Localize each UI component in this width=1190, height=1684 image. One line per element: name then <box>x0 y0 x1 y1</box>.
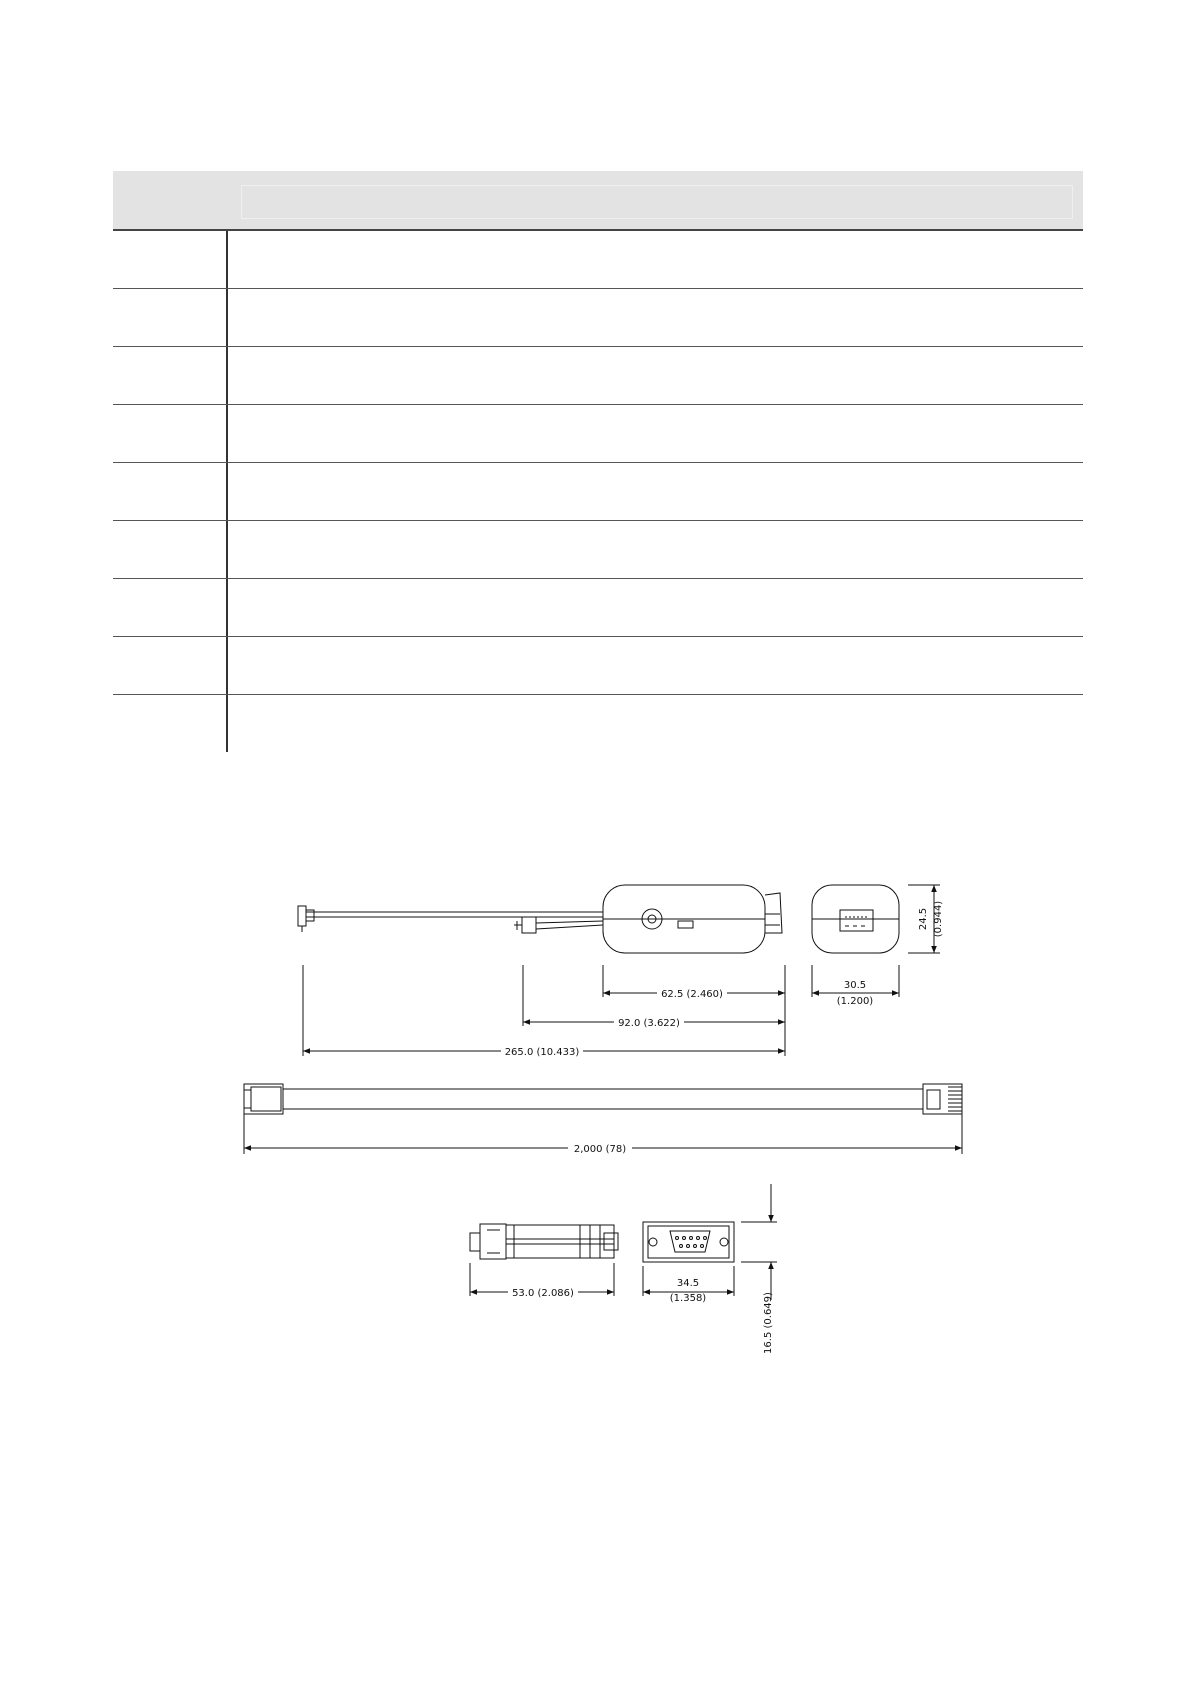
row-key <box>113 695 226 753</box>
table-row <box>113 521 1083 579</box>
table-row <box>113 347 1083 405</box>
header-key-cell <box>113 171 226 229</box>
db9-side-view <box>470 1224 618 1259</box>
db9-front-view <box>643 1222 734 1262</box>
row-value <box>231 231 1083 288</box>
row-value <box>231 521 1083 578</box>
row-key <box>113 289 226 346</box>
table-row <box>113 579 1083 637</box>
row-value <box>231 405 1083 462</box>
row-key <box>113 405 226 462</box>
dim-db9-width: 34.5 <box>676 1278 700 1289</box>
table-row <box>113 231 1083 289</box>
table-row <box>113 637 1083 695</box>
table-row <box>113 463 1083 521</box>
dimension-drawing <box>0 860 1190 1380</box>
row-value <box>231 289 1083 346</box>
module-side-view <box>298 885 782 953</box>
table-header <box>113 171 1083 231</box>
row-key <box>113 347 226 404</box>
table-row <box>113 289 1083 347</box>
row-key <box>113 579 226 636</box>
row-value <box>231 347 1083 404</box>
dim-total-cable: 265.0 (10.433) <box>504 1047 580 1058</box>
row-value <box>231 579 1083 636</box>
row-key <box>113 637 226 694</box>
table-row <box>113 695 1083 753</box>
dim-module-height-in: (0.944) <box>933 900 944 938</box>
spec-table <box>113 171 1083 753</box>
dim-db9-length: 53.0 (2.086) <box>512 1288 574 1299</box>
row-key <box>113 521 226 578</box>
table-row <box>113 405 1083 463</box>
dim-module-plus-plug: 92.0 (3.622) <box>618 1018 680 1029</box>
row-key <box>113 463 226 520</box>
row-value <box>231 695 1083 753</box>
row-value <box>231 463 1083 520</box>
rj-cable <box>244 1084 962 1114</box>
module-end-view <box>812 885 899 953</box>
dim-db9-height: 16.5 (0.649) <box>763 1292 774 1354</box>
dim-module-width: 30.5 <box>843 980 867 991</box>
dim-rj-cable: 2,000 (78) <box>573 1144 627 1155</box>
dim-module-width-in: (1.200) <box>836 996 874 1007</box>
dim-module-height: 24.5 <box>918 907 929 931</box>
dim-module-length: 62.5 (2.460) <box>661 989 723 1000</box>
row-value <box>231 637 1083 694</box>
header-inner-box <box>241 185 1073 219</box>
dim-db9-width-in: (1.358) <box>669 1293 707 1304</box>
row-key <box>113 231 226 288</box>
dimension-labels <box>501 901 944 1354</box>
